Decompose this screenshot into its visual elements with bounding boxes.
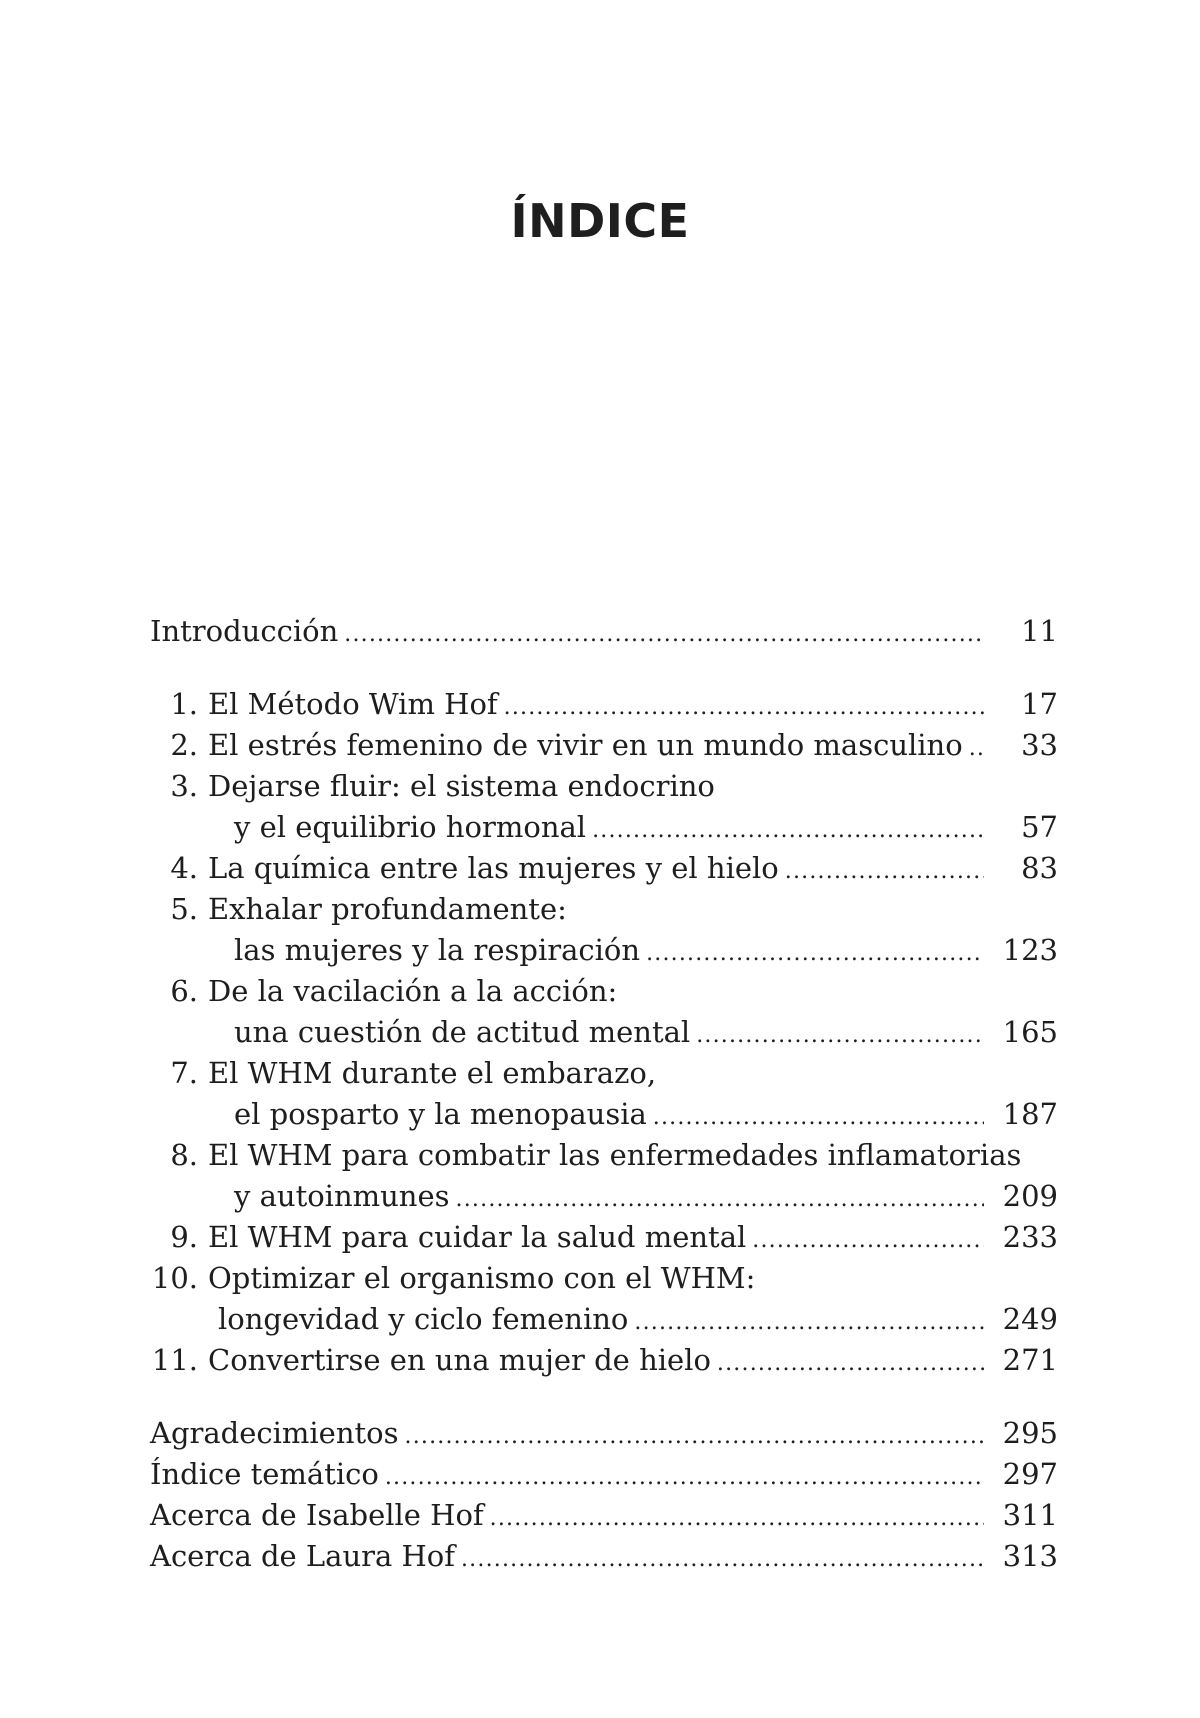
leader-dots <box>405 1416 984 1457</box>
leader-dots <box>461 1539 984 1580</box>
toc-page-number: 187 <box>1002 1097 1058 1131</box>
toc-entry-label: Índice temático <box>150 1457 379 1491</box>
toc-entry-introduction[interactable] <box>150 611 1058 652</box>
leader-dots <box>653 1097 984 1138</box>
leader-dots <box>490 1498 984 1539</box>
leader-dots <box>344 614 984 655</box>
toc-entry-label: Introducción <box>150 614 339 648</box>
leader-dots <box>785 851 984 892</box>
toc-entry-label: Optimizar el organismo con el WHM: <box>208 1261 756 1295</box>
toc-page-number: 313 <box>1002 1539 1058 1573</box>
toc-page-number: 57 <box>1021 810 1058 844</box>
leader-dots <box>969 728 984 769</box>
toc-entry-label-continued: una cuestión de actitud mental <box>234 1015 691 1049</box>
page-title: ÍNDICE <box>510 193 690 248</box>
leader-dots <box>634 1302 984 1343</box>
toc-page-number: 209 <box>1002 1179 1058 1213</box>
leader-dots <box>696 1015 984 1056</box>
table-of-contents <box>150 611 1058 1577</box>
toc-entry-chapter-6[interactable] <box>150 971 1058 1012</box>
toc-page-number: 83 <box>1021 851 1058 885</box>
toc-entry-chapter-3[interactable] <box>150 766 1058 807</box>
toc-entry-label: Convertirse en una mujer de hielo <box>208 1343 711 1377</box>
toc-page-number: 311 <box>1002 1498 1058 1532</box>
chapter-number: 3. <box>170 769 198 803</box>
toc-entry-chapter-2[interactable] <box>150 725 1058 766</box>
chapter-number: 11. <box>151 1343 198 1377</box>
toc-entry-label: Acerca de Isabelle Hof <box>150 1498 484 1532</box>
chapter-number: 8. <box>170 1138 198 1172</box>
leader-dots <box>717 1343 984 1384</box>
chapter-number: 6. <box>170 974 198 1008</box>
toc-entry-chapter-7-continued[interactable] <box>150 1094 1058 1135</box>
toc-entry-label-continued: las mujeres y la respiración <box>234 933 641 967</box>
toc-entry-chapter-9[interactable] <box>150 1217 1058 1258</box>
chapter-number: 5. <box>170 892 198 926</box>
leader-dots <box>385 1457 984 1498</box>
chapter-number: 4. <box>170 851 198 885</box>
chapter-number: 10. <box>151 1261 198 1295</box>
chapter-number: 9. <box>170 1220 198 1254</box>
toc-entry-chapter-6-continued[interactable] <box>150 1012 1058 1053</box>
toc-entry-label: La química entre las mujeres y el hielo <box>208 851 779 885</box>
leader-dots <box>592 810 984 851</box>
leader-dots <box>456 1179 984 1220</box>
toc-entry-chapter-1[interactable] <box>150 684 1058 725</box>
toc-entry-acknowledgements[interactable] <box>150 1413 1058 1454</box>
toc-entry-chapter-10[interactable] <box>150 1258 1058 1299</box>
toc-page-number: 165 <box>1002 1015 1058 1049</box>
toc-entry-label: El WHM para combatir las enfermedades inflamatorias <box>208 1138 1022 1172</box>
toc-entry-chapter-7[interactable] <box>150 1053 1058 1094</box>
toc-entry-label: El WHM para cuidar la salud mental <box>208 1220 747 1254</box>
toc-entry-label-continued: y el equilibrio hormonal <box>234 810 587 844</box>
toc-entry-label: El Método Wim Hof <box>208 687 498 721</box>
toc-entry-chapter-5[interactable] <box>150 889 1058 930</box>
leader-dots <box>504 687 984 728</box>
toc-page-number: 33 <box>1021 728 1058 762</box>
toc-entry-chapter-8[interactable] <box>150 1135 1058 1176</box>
toc-entry-chapter-4[interactable] <box>150 848 1058 889</box>
toc-entry-label-continued: longevidad y ciclo femenino <box>218 1302 629 1336</box>
toc-entry-label: Acerca de Laura Hof <box>150 1539 455 1573</box>
toc-entry-label-continued: el posparto y la menopausia <box>234 1097 647 1131</box>
toc-entry-label: De la vacilación a la acción: <box>208 974 618 1008</box>
toc-entry-label: Agradecimientos <box>150 1416 399 1450</box>
chapter-number: 7. <box>170 1056 198 1090</box>
chapter-number: 1. <box>170 687 198 721</box>
toc-entry-label: Dejarse fluir: el sistema endocrino <box>208 769 715 803</box>
toc-page-number: 295 <box>1002 1416 1058 1450</box>
toc-page-number: 249 <box>1002 1302 1058 1336</box>
toc-page-number: 17 <box>1021 687 1058 721</box>
toc-page-number: 297 <box>1002 1457 1058 1491</box>
toc-entry-chapter-11[interactable] <box>150 1340 1058 1381</box>
toc-entry-label: El WHM durante el embarazo, <box>208 1056 657 1090</box>
toc-entry-subject-index[interactable] <box>150 1454 1058 1495</box>
toc-entry-about-isabelle[interactable] <box>150 1495 1058 1536</box>
toc-entry-label-continued: y autoinmunes <box>234 1179 450 1213</box>
toc-page-number: 123 <box>1002 933 1058 967</box>
toc-page-number: 233 <box>1002 1220 1058 1254</box>
toc-entry-about-laura[interactable] <box>150 1536 1058 1577</box>
toc-entry-chapter-10-continued[interactable] <box>150 1299 1058 1340</box>
chapter-number: 2. <box>170 728 198 762</box>
toc-entry-chapter-8-continued[interactable] <box>150 1176 1058 1217</box>
toc-entry-chapter-5-continued[interactable] <box>150 930 1058 971</box>
toc-entry-chapter-3-continued[interactable] <box>150 807 1058 848</box>
toc-entry-label: El estrés femenino de vivir en un mundo masculino <box>208 728 963 762</box>
toc-entry-label: Exhalar profundamente: <box>208 892 567 926</box>
leader-dots <box>646 933 984 974</box>
toc-page-number: 11 <box>1021 614 1058 648</box>
leader-dots <box>752 1220 984 1261</box>
toc-page-number: 271 <box>1002 1343 1058 1377</box>
